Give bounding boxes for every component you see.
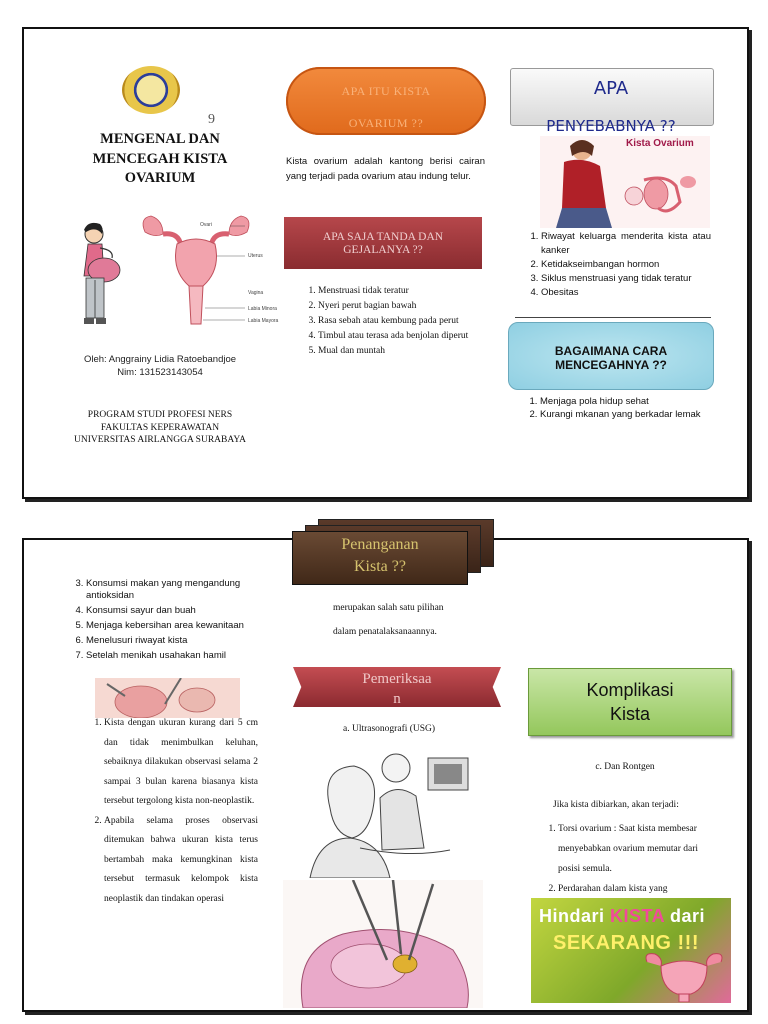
- causes-list: [521, 230, 711, 300]
- list-item: 1. Torsi ovarium : Saat kista membesar menyebabkan ovarium memutar dari posisi semula.: [558, 819, 716, 879]
- treatment-banner: Penanganan Kista ??: [292, 531, 468, 585]
- university-seal-icon: [122, 66, 180, 114]
- list-item: 2. Nyeri perut bagian bawah: [318, 299, 486, 314]
- anatomy-label-labia-mayora: Labia Mayora: [248, 318, 279, 324]
- list-item: 6. Menelusuri riwayat kista: [86, 635, 258, 647]
- complications-intro: Jika kista dibiarkan, akan terjadi:: [553, 800, 679, 810]
- list-item: 4. Konsumsi sayur dan buah: [86, 605, 258, 617]
- list-item: 3. Siklus menstruasi yang tidak teratur: [541, 272, 711, 286]
- ovarian-cyst-surgery-illustration: [95, 678, 240, 718]
- list-item: 4. Timbul atau terasa ada benjolan diperut: [318, 329, 486, 344]
- program-block: PROGRAM STUDI PROFESI NERS FAKULTAS KEPERAWATAN UNIVERSITAS AIRLANGGA SURABAYA: [73, 410, 247, 445]
- pregnant-woman-illustration: [70, 218, 132, 330]
- list-item: 1. Kista dengan ukuran kurang dari 5 cm dan tidak menimbulkan keluhan, sebaiknya dilakukan observasi selama 2 sampai 3 bulan karena biasanya kista tersebut tergolong kista non-neoplastik.: [104, 714, 258, 812]
- list-item: 4. Obesitas: [541, 286, 711, 300]
- page-number: 9: [208, 112, 215, 127]
- list-item: 2. Ketidakseimbangan hormon: [541, 258, 711, 272]
- list-item: 1. Riwayat keluarga menderita kista atau kanker: [541, 230, 711, 258]
- examination-banner-text: Pemeriksaa n: [362, 671, 432, 707]
- treatment-text: merupakan salah satu pilihan dalam penatalaksanaannya.: [333, 603, 444, 637]
- avoid-cyst-poster: [531, 898, 731, 1003]
- complications-list: [538, 819, 716, 899]
- list-item: 2. Kurangi mkanan yang berkadar lemak: [540, 409, 712, 422]
- list-item: 5. Menjaga kebersihan area kewanitaan: [86, 620, 258, 632]
- anatomy-label-ovari: Ovari: [200, 222, 212, 228]
- causes-banner-line2: PENYEBABNYA ??: [546, 117, 676, 135]
- complications-banner: Komplikasi Kista: [528, 668, 732, 736]
- anatomy-label-vagina: Vagina: [248, 290, 264, 296]
- list-item: 7. Setelah menikah usahakan hamil: [86, 650, 258, 662]
- treatment-observation-list: [88, 714, 258, 909]
- uterus-icon: [641, 950, 727, 1002]
- woman-abdominal-pain-illustration: [540, 136, 710, 228]
- prevention-list-continued: [72, 578, 258, 665]
- list-item: 3. Rasa sebah atau kembung pada perut: [318, 314, 486, 329]
- list-item: 2. Perdarahan dalam kista yang: [558, 879, 716, 899]
- poster-line1: Hindari KISTA dari: [539, 906, 706, 926]
- prevention-list: [526, 396, 712, 421]
- author-nim: Nim: 131523143054: [117, 367, 203, 378]
- what-is-cyst-banner: APA ITU KISTA OVARIUM ??: [286, 67, 486, 135]
- kista-ovarium-caption: Kista Ovarium: [626, 138, 694, 149]
- author-name: Oleh: Anggrainy Lidia Ratoebandjoe: [83, 354, 237, 365]
- divider: [515, 317, 711, 318]
- exam-item-usg: a. Ultrasonografi (USG): [343, 724, 436, 734]
- list-item: 1. Menjaga pola hidup sehat: [540, 396, 712, 409]
- author-block: [60, 353, 260, 379]
- prevention-banner: BAGAIMANA CARA MENCEGAHNYA ??: [508, 322, 714, 390]
- brochure-title: MENGENAL DAN MENCEGAH KISTA OVARIUM: [92, 131, 228, 186]
- list-item: 3. Konsumsi makan yang mengandung antioksidan: [86, 578, 258, 602]
- ultrasound-exam-illustration: [300, 738, 480, 878]
- list-item: 1. Menstruasi tidak teratur: [318, 284, 486, 299]
- symptoms-banner: APA SAJA TANDA DAN GEJALANYA ??: [284, 217, 482, 269]
- poster-line2: SEKARANG !!!: [553, 932, 699, 954]
- anatomy-label-labia-minora: Labia Minora: [248, 306, 277, 312]
- cyst-definition: Kista ovarium adalah kantong berisi cairan yang terjadi pada ovarium atau indung telur.: [286, 156, 485, 182]
- causes-banner-line1: APA: [593, 78, 629, 99]
- exam-item-rontgen: c. Dan Rontgen: [595, 762, 655, 772]
- anatomy-label-uterus: Uterus: [248, 253, 263, 259]
- symptoms-list: [300, 284, 486, 359]
- list-item: 5. Mual dan muntah: [318, 344, 486, 359]
- list-item: 2. Apabila selama proses observasi ditemukan bahwa ukuran kista terus bertambah maka kemungkinan kista tersebut termasuk kelompok kista neoplastik dan tindakan operasi: [104, 812, 258, 910]
- laparoscopy-illustration: [283, 880, 483, 1008]
